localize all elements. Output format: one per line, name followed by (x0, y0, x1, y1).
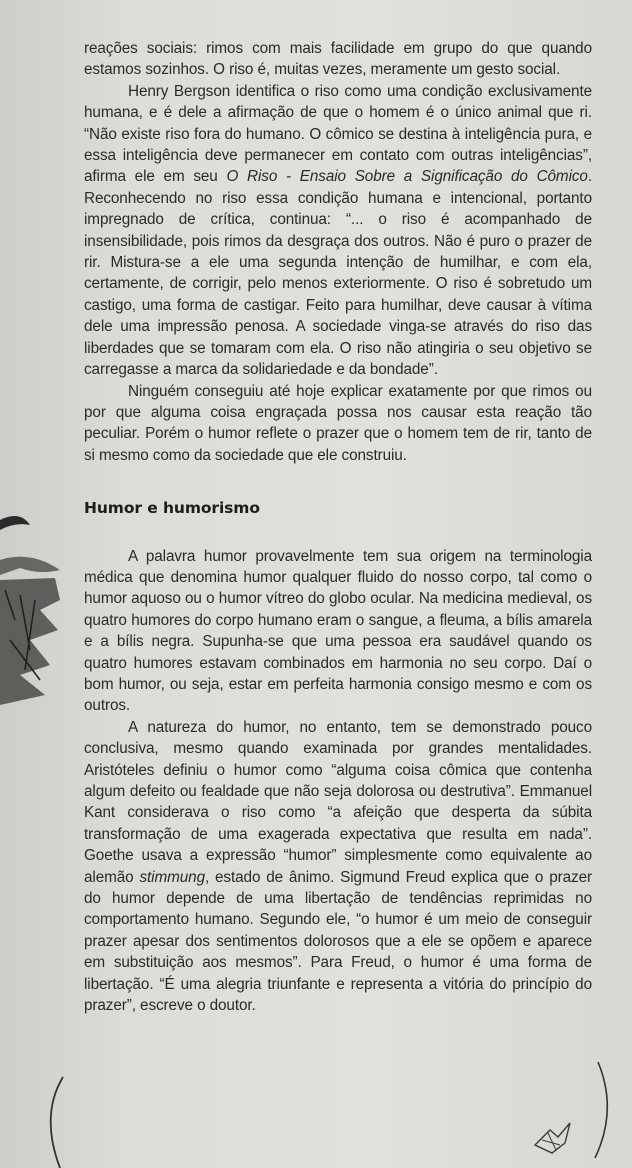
left-bracket-mark (38, 1075, 68, 1168)
intro-paragraph: reações sociais: rimos com mais facilidade em grupo do que quando estamos sozinhos. O riso é, muitas vezes, meramente um gesto social. (84, 40, 592, 79)
section-heading: Humor e humorismo (84, 499, 260, 518)
book-title: O Riso - Ensaio Sobre a Significação do Cômico (226, 168, 588, 186)
bergson-text-part1: Henry Bergson identifica o riso como uma condição exclusivamente humana, e é dele a afirmação de que o homem é o único animal que ri. “Não existe riso fora do humano. O cômico se destina à inteligência pura, e essa inteligência deve permanecer em contato com outras inteligências”, afirma ele em seu (84, 82, 592, 186)
explain-paragraph: Ninguém conseguiu até hoje explicar exatamente por que rimos ou por que alguma coisa engraçada possa nos causar esta reação tão peculiar. Porém o humor reflete o prazer que o homem tem de rir, tanto de si mesmo como da sociedade que ele construiu. (84, 382, 592, 464)
nature-text-part1: A natureza do humor, no entanto, tem se demonstrado pouco conclusiva, mesmo quando examinada por grandes mentalidades. Aristóteles definiu o humor como “alguma coisa cômica que contenha algum defeito ou fealdade que não seja dolorosa ou destrutiva”. Emmanuel Kant considerava o riso como “a afeição que desperta da súbita transformação de uma exagerada expectativa que resulta em nada”. Goethe usava a expressão “humor” simplesmente como equivalente ao alemão (84, 718, 592, 886)
nature-paragraph (84, 717, 592, 1017)
bergson-text-part2: . Reconhecendo no riso essa condição humana e intencional, portanto impregnado de crítica, continua: “... o riso é acompanhado de insensibilidade, pois rimos da desgraça dos outros. Não é puro o prazer de rir. Mistura-se a ele uma segunda intenção de humilhar, e com ela, certamente, de corrigir, pelo menos exteriormente. O riso é sobretudo um castigo, uma forma de castigar. Feito para humilhar, deve causar à vítima dele uma impressão penosa. A sociedade vinga-se através do riso das liberdades que se tomaram com ela. O riso não atingiria o seu objetivo se carregasse a marca da solidariedade e da bondade”. (84, 168, 592, 379)
nature-text-part2: , estado de ânimo. Sigmund Freud explica que o prazer do humor depende de uma libertação de tendências reprimidas no comportamento humano. Segundo ele, “o humor é um meio de conseguir prazer apesar dos sentimentos dolorosos que a ele se opõem e aparece em substituição aos mesmos”. Para Freud, o humor é uma forma de libertação. “É uma alegria triunfante e representa a vitória do princípio do prazer”, escreve o doutor. (84, 868, 592, 1015)
article-body (84, 38, 592, 1016)
origin-paragraph: A palavra humor provavelmente tem sua origem na terminologia médica que denomina humor qualquer fluido do nosso corpo, tal como o humor aquoso ou o humor vítreo do globo ocular. Na medicina medieval, os quatro humores do corpo humano eram o sangue, a fleuma, a bílis amarela e a bílis negra. Supunha-se que uma pessoa era saudável quando os quatro humores estavam combinados em harmonia no seu corpo. Daí o bom humor, ou seja, estar em perfeita harmonia consigo mesmo e com os outros. (84, 547, 592, 715)
bergson-paragraph (84, 81, 592, 381)
margin-illustration (0, 500, 70, 710)
right-bracket-mark (590, 1060, 620, 1160)
bird-doodle-icon (530, 1115, 575, 1160)
german-word: stimmung (139, 868, 205, 886)
